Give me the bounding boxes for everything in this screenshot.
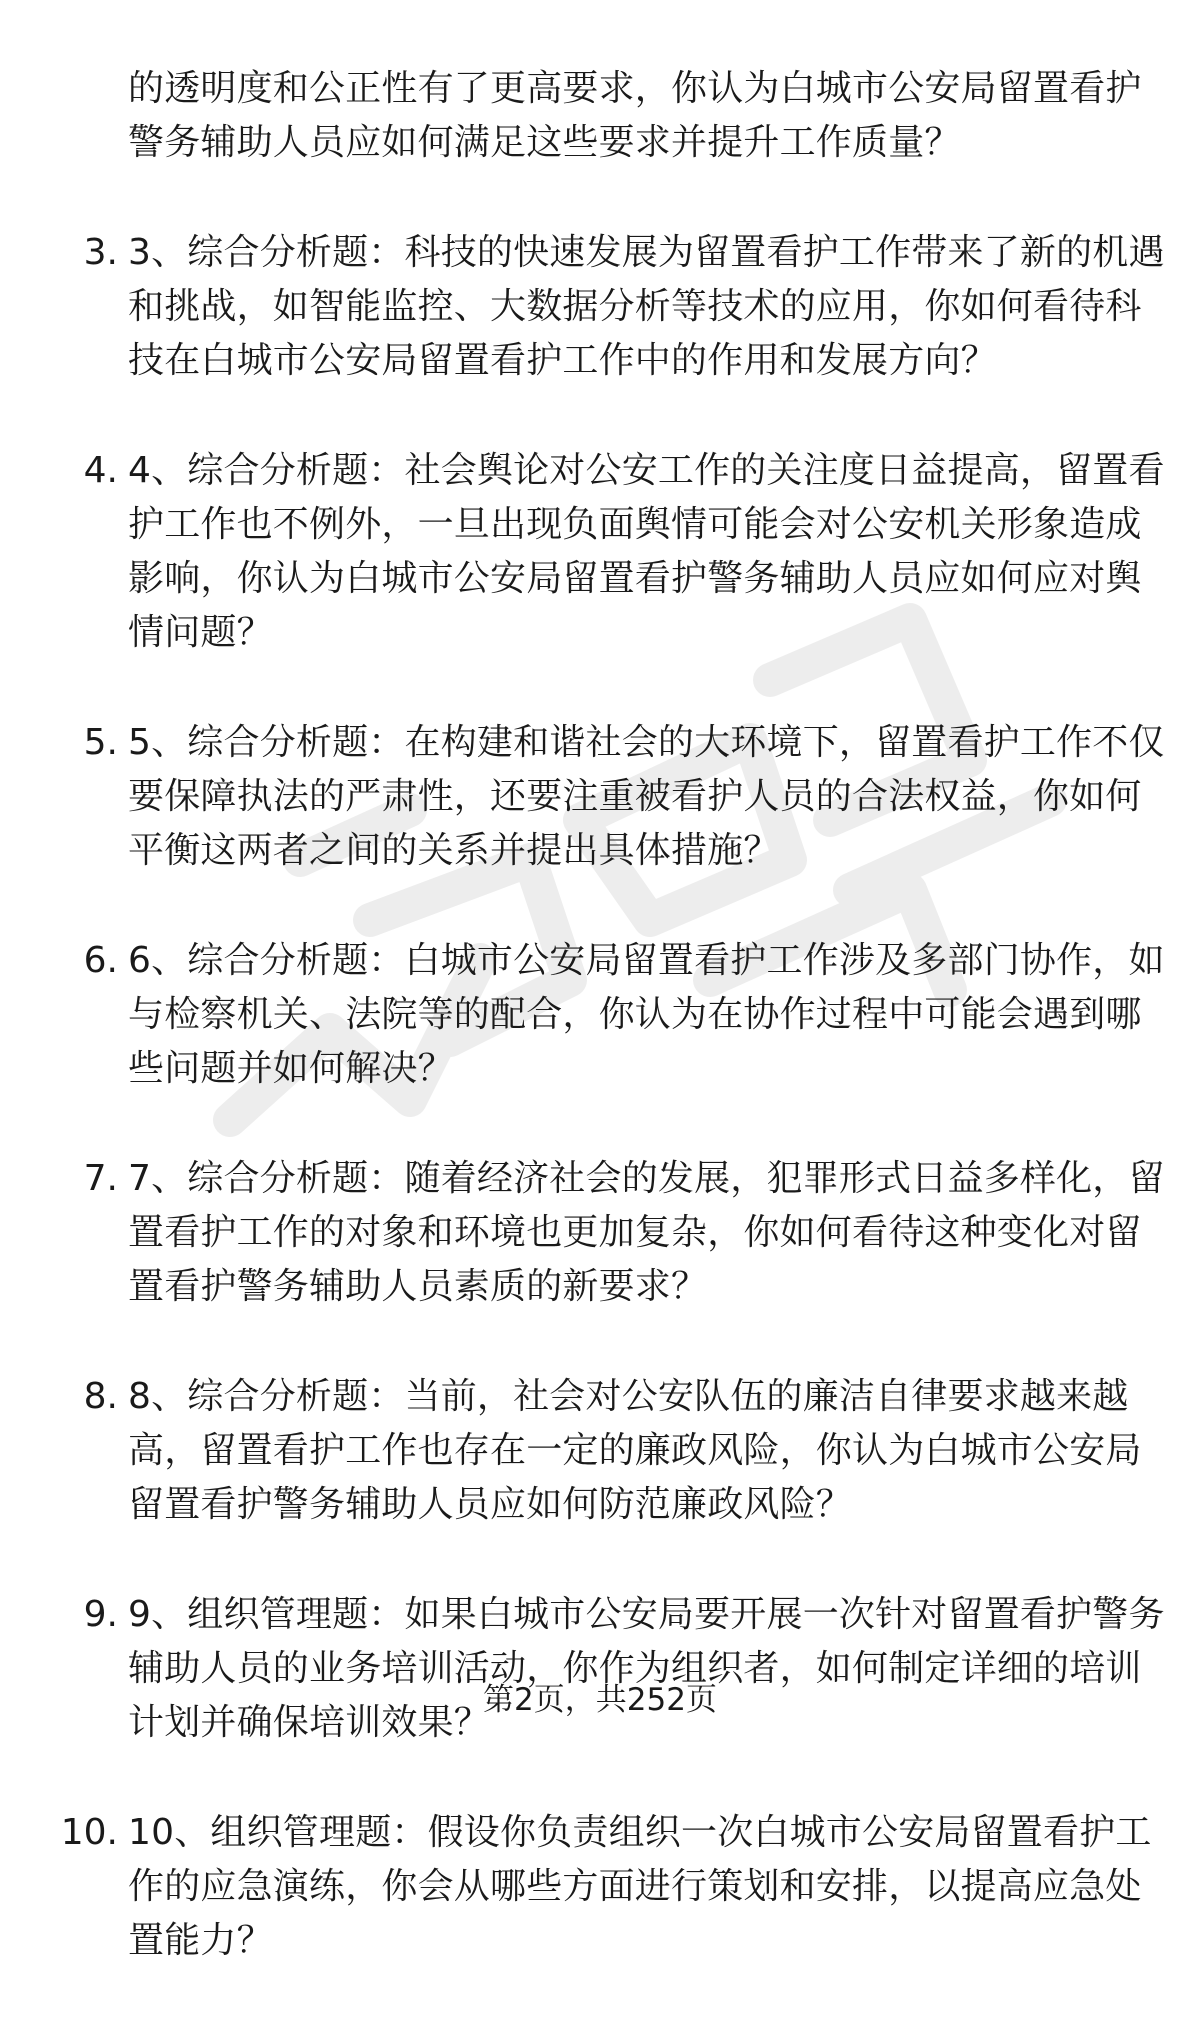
text-line: 9、组织管理题：如果白城市公安局要开展一次针对留置看护警务 xyxy=(128,1594,1165,1635)
page-number-label: 第2页，共252页 xyxy=(483,1682,717,1718)
text-line: 些问题并如何解决？ xyxy=(128,1048,454,1089)
text-line: 警务辅助人员应如何满足这些要求并提升工作质量？ xyxy=(128,122,961,163)
text-line: 影响，你认为白城市公安局留置看护警务辅助人员应如何应对舆 xyxy=(128,558,1142,599)
page-footer xyxy=(0,1680,1200,1720)
text-line: 5、综合分析题：在构建和谐社会的大环境下，留置看护工作不仅 xyxy=(128,722,1165,763)
question-item-3 xyxy=(52,226,1165,388)
text-line: 留置看护警务辅助人员应如何防范廉政风险？ xyxy=(128,1484,853,1525)
text-line: 护工作也不例外，一旦出现负面舆情可能会对公安机关形象造成 xyxy=(128,504,1142,545)
question-item-4 xyxy=(52,444,1165,660)
text-line: 7、综合分析题：随着经济社会的发展，犯罪形式日益多样化，留 xyxy=(128,1158,1165,1199)
question-list xyxy=(52,62,1165,2024)
list-number: 5. xyxy=(83,722,118,763)
text-line: 3、综合分析题：科技的快速发展为留置看护工作带来了新的机遇 xyxy=(128,232,1165,273)
text-line: 情问题？ xyxy=(128,612,273,653)
text-line: 计划并确保培训效果？ xyxy=(128,1702,491,1743)
text-line: 置看护工作的对象和环境也更加复杂，你如何看待这种变化对留 xyxy=(128,1212,1142,1253)
question-item-7 xyxy=(52,1152,1165,1314)
question-item-9 xyxy=(52,1588,1165,1750)
list-number: 9. xyxy=(83,1594,118,1635)
text-line: 的透明度和公正性有了更高要求，你认为白城市公安局留置看护 xyxy=(128,68,1142,109)
continued-question-text xyxy=(52,62,1162,170)
list-number: 7. xyxy=(83,1158,118,1199)
question-item-10 xyxy=(52,1806,1162,1968)
text-line: 平衡这两者之间的关系并提出具体措施？ xyxy=(128,830,780,871)
text-line: 置能力？ xyxy=(128,1920,273,1961)
list-number: 6. xyxy=(83,940,118,981)
text-line: 高，留置看护工作也存在一定的廉政风险，你认为白城市公安局 xyxy=(128,1430,1142,1471)
text-line: 置看护警务辅助人员素质的新要求？ xyxy=(128,1266,708,1307)
text-line: 与检察机关、法院等的配合，你认为在协作过程中可能会遇到哪 xyxy=(128,994,1142,1035)
text-line: 技在白城市公安局留置看护工作中的作用和发展方向？ xyxy=(128,340,997,381)
text-line: 辅助人员的业务培训活动，你作为组织者，如何制定详细的培训 xyxy=(128,1648,1142,1689)
text-line: 10、组织管理题：假设你负责组织一次白城市公安局留置看护工 xyxy=(128,1812,1152,1853)
list-number: 10. xyxy=(60,1812,118,1853)
text-line: 作的应急演练，你会从哪些方面进行策划和安排，以提高应急处 xyxy=(128,1866,1142,1907)
list-number: 8. xyxy=(83,1376,118,1417)
list-number: 4. xyxy=(83,450,118,491)
list-number: 3. xyxy=(83,232,118,273)
text-line: 4、综合分析题：社会舆论对公安工作的关注度日益提高，留置看 xyxy=(128,450,1165,491)
question-item-8 xyxy=(52,1370,1162,1532)
text-line: 8、综合分析题：当前，社会对公安队伍的廉洁自律要求越来越 xyxy=(128,1376,1129,1417)
text-line: 6、综合分析题：白城市公安局留置看护工作涉及多部门协作，如 xyxy=(128,940,1165,981)
text-line: 要保障执法的严肃性，还要注重被看护人员的合法权益，你如何 xyxy=(128,776,1142,817)
question-item-6 xyxy=(52,934,1165,1096)
question-item-5 xyxy=(52,716,1165,878)
text-line: 和挑战，如智能监控、大数据分析等技术的应用，你如何看待科 xyxy=(128,286,1142,327)
